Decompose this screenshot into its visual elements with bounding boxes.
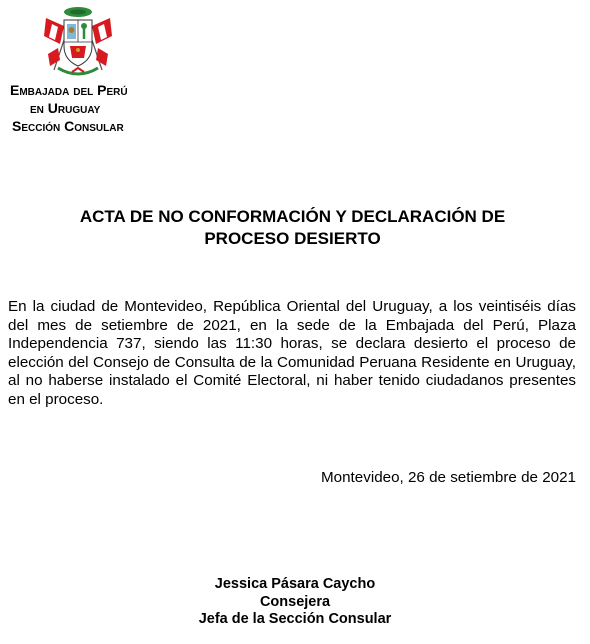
embassy-header — [8, 81, 128, 135]
header-section-line: Sección Consular — [12, 118, 124, 134]
signature-block — [140, 576, 450, 629]
signatory-name: Jessica Pásara Caycho — [214, 576, 376, 592]
document-body: En la ciudad de Montevideo, República Oriental del Uruguay, a los veintiséis días del mes de setiembre de 2021, en la sede de la Embajada del Perú, Plaza Independencia 737, siendo las 11:30 horas, se declara desierto el proceso de elección del Consejo de Consulta de la Comunidad Peruana Residente en Uruguay, al no haberse instalado el Comité Electoral, ni haber tenido ciudadanos presentes en el proceso. — [8, 298, 576, 408]
shield-icon — [64, 20, 92, 66]
signatory-office: Jefa de la Sección Consular — [198, 611, 392, 627]
title-line-2: PROCESO DESIERTO — [204, 229, 381, 248]
header-country-line: en Uruguay — [30, 100, 101, 116]
peru-coat-of-arms-icon — [44, 4, 112, 78]
signatory-position: Consejera — [259, 593, 331, 610]
place-date: Montevideo, 26 de setiembre de 2021 — [321, 469, 576, 486]
document-title — [20, 206, 565, 250]
wreath-decoration — [64, 7, 92, 17]
title-line-1: ACTA DE NO CONFORMACIÓN Y DECLARACIÓN DE — [79, 207, 506, 226]
header-embassy-line: Embajada del Perú — [10, 82, 128, 98]
